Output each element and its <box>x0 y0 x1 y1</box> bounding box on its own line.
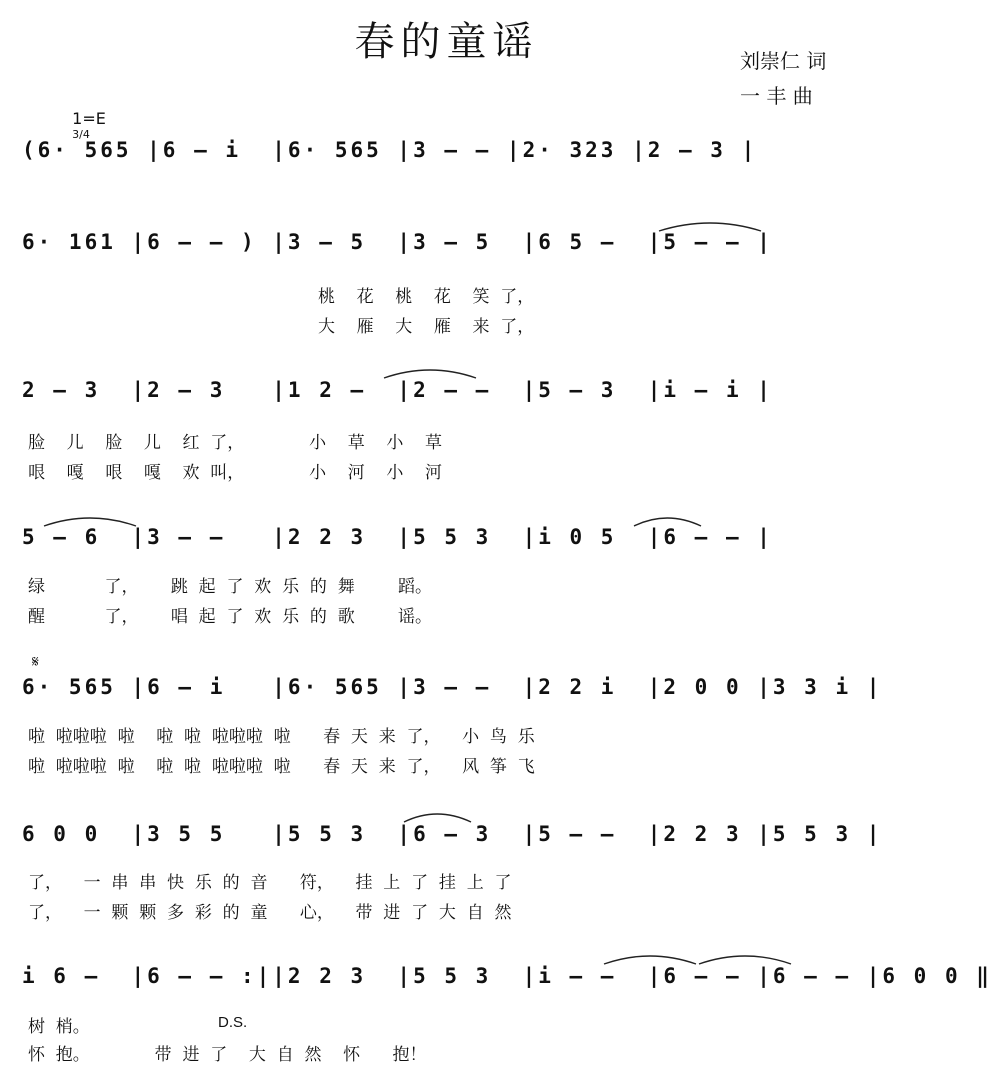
notation-line-6: 6 0 0 |3 5 5 |5 5 3 |6 – 3 |5 – – |2 2 3 |5 5 3 | <box>22 822 883 846</box>
song-title: 春的童谣 <box>354 19 539 65</box>
time-signature: 3/4 <box>72 128 90 141</box>
lyrics-line-2-verse-1: 桃 花 桃 花 笑 了， <box>318 287 535 307</box>
notation-line-1: (6· 565 |6 – i |6· 565 |3 – – |2· 323 |2 – 3 | <box>22 138 758 162</box>
lyrics-line-7-verse-1: 树 梢。 <box>28 1017 90 1037</box>
tie-mark <box>600 948 700 968</box>
tie-mark <box>380 362 480 382</box>
lyrics-line-6-verse-2: 了， 一 颗 颗 多 彩 的 童 心， 带 进 了 大 自 然 <box>28 903 512 923</box>
notation-line-2: 6· 161 |6 – – ) |3 – 5 |3 – 5 |6 5 – |5 – – | <box>22 230 773 254</box>
notation-line-4: 5 – 6 |3 – – |2 2 3 |5 5 3 |i 0 5 |6 – – | <box>22 525 773 549</box>
segno-sign: 𝄋 <box>32 652 39 671</box>
lyrics-line-5-verse-2: 啦 啦啦啦 啦 啦 啦 啦啦啦 啦 春 天 来 了， 风 筝 飞 <box>28 757 535 777</box>
lyrics-line-7-verse-2: 怀 抱。 带 进 了 大 自 然 怀 抱！ <box>28 1045 427 1065</box>
tie-mark <box>695 948 795 968</box>
tie-mark <box>655 215 765 235</box>
lyrics-line-6-verse-1: 了， 一 串 串 快 乐 的 音 符， 挂 上 了 挂 上 了 <box>28 873 512 893</box>
lyrics-line-4-verse-1: 绿 了， 跳 起 了 欢 乐 的 舞 蹈。 <box>28 577 432 597</box>
slur-mark <box>400 806 475 826</box>
lyrics-line-5-verse-1: 啦 啦啦啦 啦 啦 啦 啦啦啦 啦 春 天 来 了， 小 鸟 乐 <box>28 727 535 747</box>
notation-line-7: i 6 – |6 – – :||2 2 3 |5 5 3 |i – – |6 – – |6 – – |6 0 0 ‖ <box>22 964 992 988</box>
lyrics-line-2-verse-2: 大 雁 大 雁 来 了， <box>318 317 535 337</box>
slur-mark <box>40 510 140 530</box>
ds-marking: D.S. <box>218 1014 248 1031</box>
notation-line-5: 6· 565 |6 – i |6· 565 |3 – – |2 2 i |2 0 0 |3 3 i | <box>22 675 883 699</box>
lyrics-line-3-verse-2: 哏 嘎 哏 嘎 欢 叫， 小 河 小 河 <box>28 463 442 483</box>
lyricist-credit: 刘崇仁 词 <box>740 49 827 73</box>
lyrics-line-3-verse-1: 脸 儿 脸 儿 红 了， 小 草 小 草 <box>28 433 442 453</box>
key-label: 1=E <box>72 109 106 128</box>
lyrics-line-4-verse-2: 醒 了， 唱 起 了 欢 乐 的 歌 谣。 <box>28 607 432 627</box>
notation-line-3: 2 – 3 |2 – 3 |1 2 – |2 – – |5 – 3 |i – i | <box>22 378 773 402</box>
slur-mark <box>630 510 705 530</box>
composer-credit: 一 丰 曲 <box>740 84 813 108</box>
